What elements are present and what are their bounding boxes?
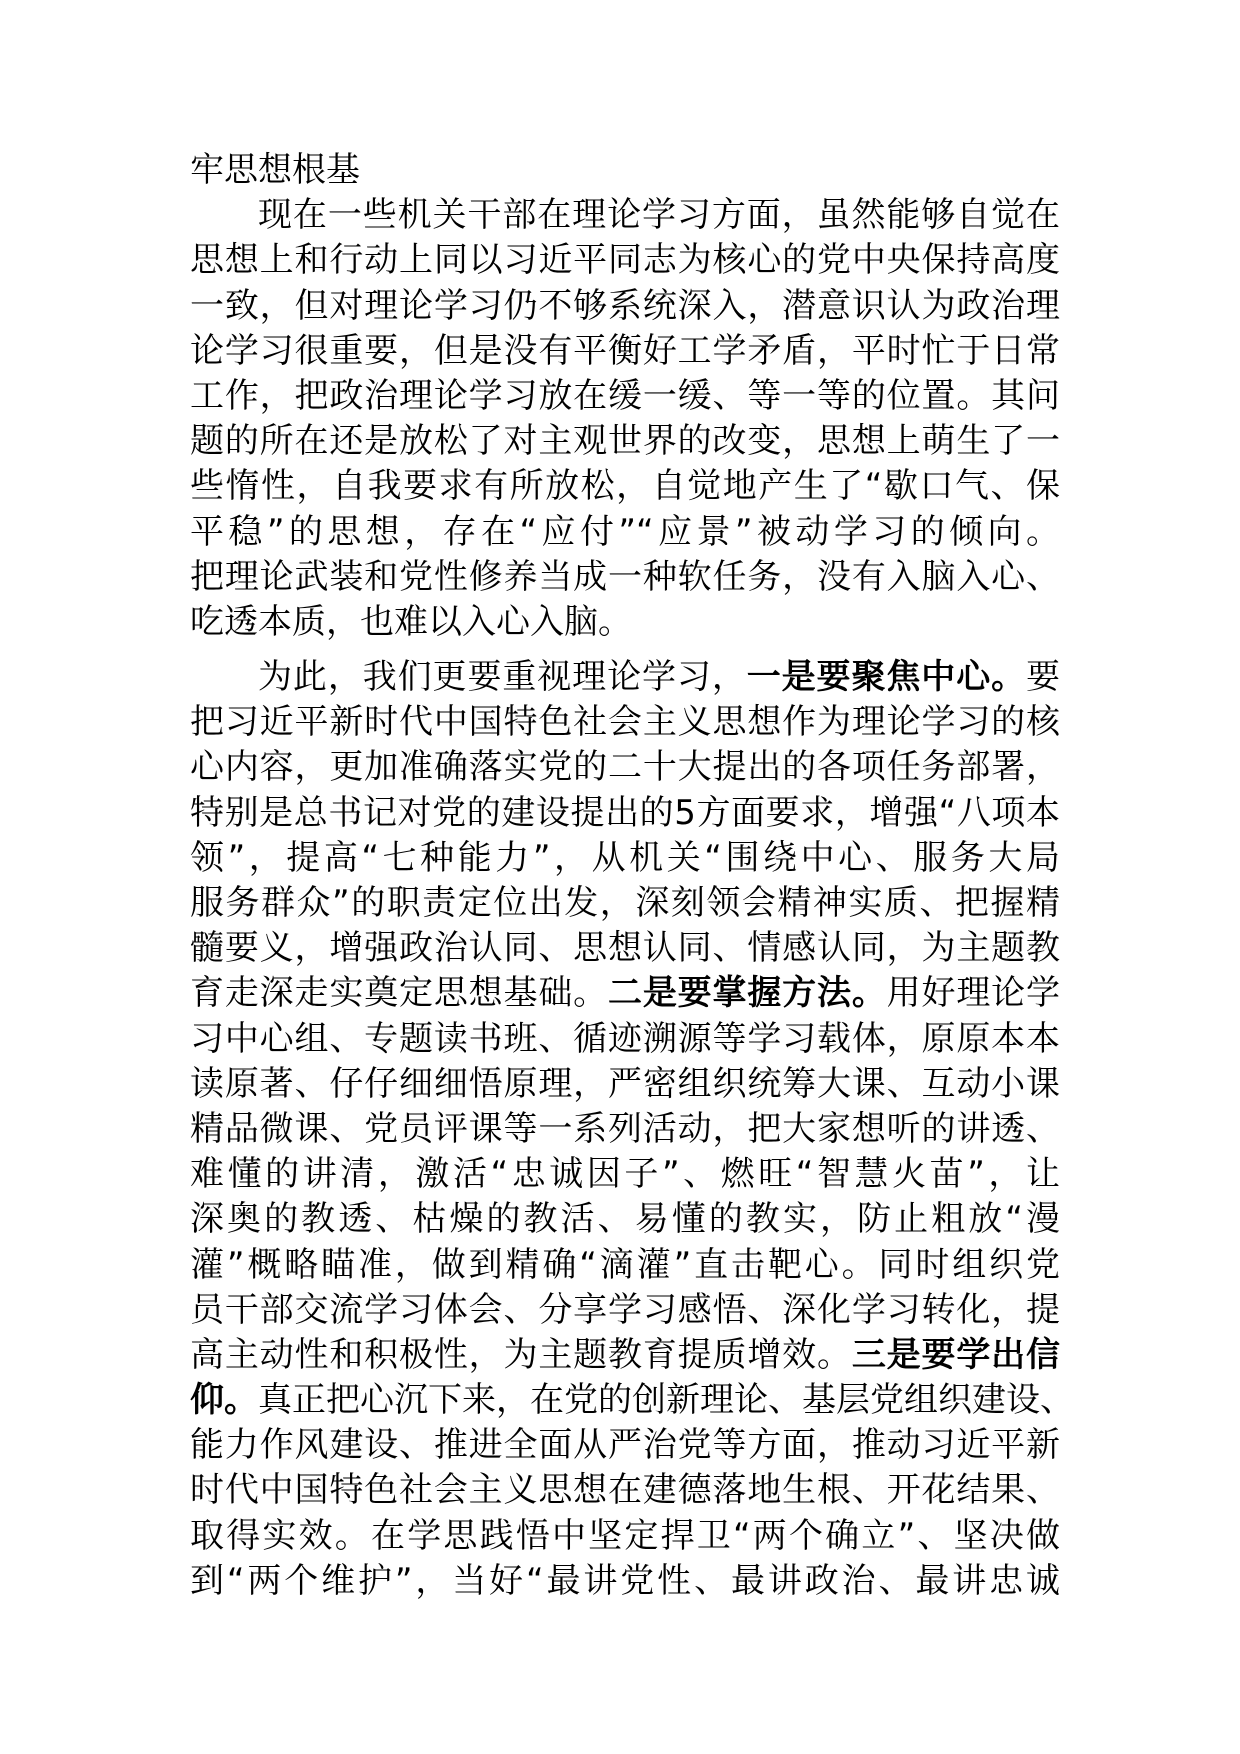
paragraph-line: 把习近平新时代中国特色社会主义思想作为理论学习的核 — [190, 702, 1060, 743]
paragraph-line: 精品微课、党员评课等一系列活动，把大家想听的讲透、 — [190, 1108, 1060, 1149]
line-text: 真正把心沉下来，在党的创新理论、基层党组织建设、 — [258, 1380, 1074, 1421]
bold-point-2: 二是要掌握方法。 — [608, 973, 887, 1014]
heading-tail: 牢思想根基 — [190, 150, 360, 190]
paragraph-2 — [190, 655, 1074, 1604]
paragraph-line: 特别是总书记对党的建设提出的5方面要求，增强“八项本 — [190, 792, 1060, 833]
paragraph-line: 把理论武装和党性修养当成一种软任务，没有入脑入心、 — [190, 556, 1060, 597]
paragraph-line: 深奥的教透、枯燥的教活、易懂的教实，防止粗放“漫 — [190, 1199, 1060, 1240]
paragraph-line: 题的所在还是放松了对主观世界的改变，思想上萌生了一 — [190, 421, 1060, 462]
paragraph-line: 平稳”的思想，存在“应付”“应景”被动学习的倾向。 — [190, 511, 1060, 552]
bold-point-3-end: 仰。 — [190, 1380, 258, 1421]
paragraph-line: 吃透本质，也难以入心入脑。 — [190, 601, 632, 642]
paragraph-line: 思想上和行动上同以习近平同志为核心的党中央保持高度 — [190, 240, 1060, 281]
line-text: 用好理论学 — [886, 973, 1061, 1014]
paragraph-line: 到“两个维护”，当好“最讲党性、最讲政治、最讲忠诚 — [190, 1560, 1060, 1601]
line-text: 育走深走实奠定思想基础。 — [190, 973, 608, 1014]
paragraph-line — [190, 655, 1060, 700]
paragraph-line: 灌”概略瞄准，做到精确“滴灌”直击靶心。同时组织党 — [190, 1244, 1060, 1285]
paragraph-line: 难懂的讲清，激活“忠诚因子”、燃旺“智慧火苗”，让 — [190, 1154, 1060, 1195]
paragraph-line: 工作，把政治理论学习放在缓一缓、等一等的位置。其问 — [190, 375, 1060, 416]
paragraph-line: 些惰性，自我要求有所放松，自觉地产生了“歇口气、保 — [190, 466, 1060, 507]
paragraph-line: 能力作风建设、推进全面从严治党等方面，推动习近平新 — [190, 1425, 1060, 1466]
paragraph-line: 时代中国特色社会主义思想在建德落地生根、开花结果、 — [190, 1470, 1060, 1511]
line-text: 要 — [1026, 657, 1061, 698]
line-text: 为此，我们更要重视理论学习， — [258, 657, 747, 698]
paragraph-1 — [190, 193, 1060, 645]
paragraph-line: 现在一些机关干部在理论学习方面，虽然能够自觉在 — [258, 195, 1060, 236]
paragraph-line: 髓要义，增强政治认同、思想认同、情感认同，为主题教 — [190, 928, 1060, 969]
paragraph-line: 心内容，更加准确落实党的二十大提出的各项任务部署， — [190, 747, 1060, 788]
paragraph-line: 习中心组、专题读书班、循迹溯源等学习载体，原原本本 — [190, 1018, 1060, 1059]
paragraph-line: 论学习很重要，但是没有平衡好工学矛盾，平时忙于日常 — [190, 330, 1060, 371]
paragraph-line: 领”，提高“七种能力”，从机关“围绕中心、服务大局 — [190, 837, 1060, 878]
paragraph-line: 取得实效。在学思践悟中坚定捍卫“两个确立”、坚决做 — [190, 1515, 1060, 1556]
paragraph-line — [190, 1378, 1074, 1423]
bold-point-1: 一是要聚焦中心。 — [746, 657, 1027, 698]
paragraph-line: 一致，但对理论学习仍不够系统深入，潜意识认为政治理 — [190, 285, 1060, 326]
document-page — [190, 148, 1074, 1604]
paragraph-line: 读原著、仔仔细细悟原理，严密组织统筹大课、互动小课 — [190, 1063, 1060, 1104]
line-text: 高主动性和积极性，为主题教育提质增效。 — [190, 1334, 852, 1375]
paragraph-line: 员干部交流学习体会、分享学习感悟、深化学习转化，提 — [190, 1289, 1060, 1330]
bold-point-3: 三是要学出信 — [851, 1334, 1061, 1375]
paragraph-line — [190, 971, 1060, 1016]
paragraph-line: 服务群众”的职责定位出发，深刻领会精神实质、把握精 — [190, 883, 1060, 923]
paragraph-line — [190, 1333, 1060, 1378]
